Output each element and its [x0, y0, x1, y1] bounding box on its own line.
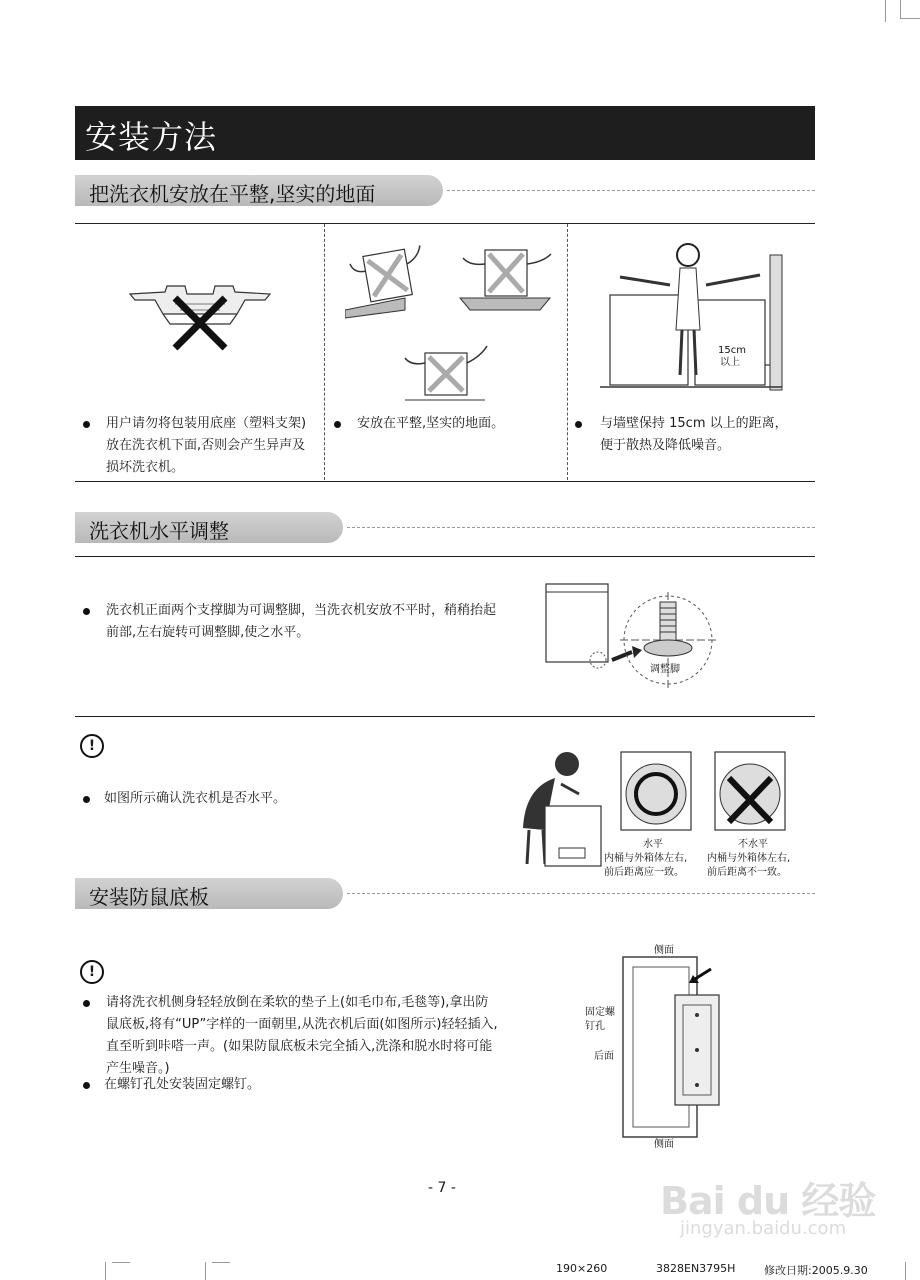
heading-dash-line: [347, 893, 815, 894]
caution1-text: 如图所示确认洗衣机是否水平。: [104, 791, 287, 806]
page-number: - 7 -: [428, 1180, 456, 1196]
adjustable-foot-illustration: [540, 578, 730, 698]
col2-text: 安放在平整,坚实的地面。: [357, 416, 505, 431]
section-heading-pill: [75, 512, 343, 543]
label-side-top: 侧面: [654, 945, 674, 956]
notlevel-caption-line2: 前后距离不一致。: [707, 867, 787, 878]
crop-mark: [105, 1262, 106, 1280]
column-divider: [324, 224, 325, 480]
section3-text2: 在螺钉孔处安装固定螺钉。: [104, 1077, 261, 1092]
level-caption-title: 水平: [643, 839, 663, 850]
label-side-bottom: 侧面: [654, 1139, 674, 1150]
crop-mark: [900, 18, 920, 19]
distance-label-sub: 以上: [720, 357, 740, 368]
col1-text: 用户请勿将包装用底座（塑料支架)放在洗衣机下面,否则会产生异声及损坏洗衣机。: [106, 416, 307, 475]
bullet: [575, 421, 582, 428]
distance-label: 15cm: [718, 345, 746, 356]
section-heading-pill: [75, 878, 343, 909]
section-rule: [75, 556, 815, 557]
uneven-floor-illustration: [345, 238, 560, 403]
packaging-base-illustration: [125, 280, 275, 355]
bullet: [83, 1082, 90, 1089]
bullet: [83, 421, 90, 428]
section1-heading: 把洗衣机安放在平整,坚实的地面: [89, 182, 376, 206]
col3-text-line1: 与墙壁保持 15cm 以上的距离，: [600, 416, 788, 431]
footer-size: 190×260: [556, 1262, 608, 1275]
notlevel-caption-title: 不水平: [738, 839, 768, 850]
watermark-url: jingyan.baidu.com: [680, 1218, 847, 1239]
section2-text: 洗衣机正面两个支撑脚为可调整脚，当洗衣机安放不平时，稍稍抬起前部,左右旋转可调整脚,使之水平。: [106, 603, 497, 640]
label-back: 后面: [594, 1051, 614, 1062]
crop-mark: [900, 0, 901, 18]
section3-text1: 请将洗衣机侧身轻轻放倒在柔软的垫子上(如毛巾布,毛毯等),拿出防鼠底板,将有“UP”字样的一面朝里,从洗衣机后面(如图所示)轻轻插入,直至听到咔嗒一声。(如果防鼠底板未完全插入,洗涤和脱水时将可能产生噪音。): [106, 995, 498, 1076]
column-divider: [567, 224, 568, 480]
section-rule: [75, 223, 815, 224]
heading-dash-line: [447, 190, 815, 191]
crop-mark: [885, 0, 886, 22]
heading-dash-line: [347, 527, 815, 528]
level-caption-line2: 前后距离应一致。: [604, 867, 684, 878]
wall-distance-illustration: [600, 235, 810, 395]
section3-heading: 安装防鼠底板: [89, 885, 209, 909]
crop-mark: [905, 1262, 906, 1280]
caution-icon: !: [80, 734, 104, 758]
notlevel-caption-line1: 内桶与外箱体左右,: [707, 853, 791, 864]
footer-code: 3828EN3795H: [656, 1262, 736, 1275]
page-title: 安装方法: [85, 118, 218, 156]
col3-text-line2: 便于散热及降低噪音。: [600, 438, 731, 453]
bullet: [334, 421, 341, 428]
bullet: [83, 1000, 90, 1007]
footer-date: 修改日期:2005.9.30: [764, 1264, 868, 1277]
section-rule: [75, 716, 815, 717]
rat-guard-illustration: [615, 955, 725, 1145]
section-heading-pill: [75, 175, 443, 206]
crop-mark: [205, 1262, 206, 1280]
page-title-bar: [75, 106, 815, 160]
crop-mark: [212, 1262, 230, 1263]
level-caption-line1: 内桶与外箱体左右,: [604, 853, 688, 864]
section2-heading: 洗衣机水平调整: [89, 519, 229, 543]
crop-mark: [112, 1262, 130, 1263]
label-screw-hole-1: 固定螺: [585, 1007, 615, 1018]
label-screw-hole-2: 钉孔: [585, 1021, 605, 1032]
bullet: [83, 796, 90, 803]
caution-icon: !: [80, 960, 104, 984]
section-rule: [75, 481, 815, 482]
watermark-logo: Bai du 经验: [660, 1179, 876, 1223]
adjust-foot-label: 调整脚: [650, 664, 680, 675]
bullet: [83, 608, 90, 615]
